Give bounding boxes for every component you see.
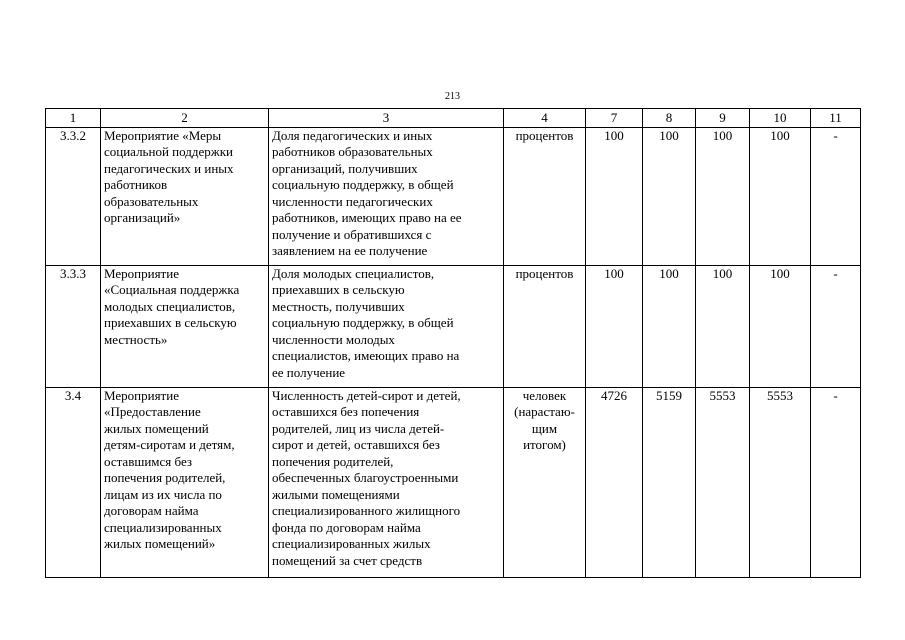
value-col-8: 100 <box>643 265 696 387</box>
unit: человек (нарастаю- щим итогом) <box>504 387 586 577</box>
value-col-9: 5553 <box>696 387 750 577</box>
column-number-row <box>46 109 861 128</box>
row-number: 3.4 <box>46 387 101 577</box>
indicator-description: Доля педагогических и иных работников образовательных организаций, получивших социальную поддержку, в общей численности педагогических работников, имеющих право на ее получение и обратившихся с заявлением на ее получение <box>269 127 504 265</box>
column-number: 1 <box>46 109 101 128</box>
value-col-10: 100 <box>750 127 811 265</box>
measure-name: Мероприятие «Социальная поддержка молодых специалистов, приехавших в сельскую местность» <box>101 265 269 387</box>
unit: процентов <box>504 265 586 387</box>
row-number: 3.3.2 <box>46 127 101 265</box>
column-number: 2 <box>101 109 269 128</box>
value-col-9: 100 <box>696 127 750 265</box>
column-number: 11 <box>811 109 861 128</box>
value-col-10: 5553 <box>750 387 811 577</box>
value-col-10: 100 <box>750 265 811 387</box>
row-number: 3.3.3 <box>46 265 101 387</box>
value-col-8: 5159 <box>643 387 696 577</box>
indicator-description: Численность детей-сирот и детей, оставшихся без попечения родителей, лиц из числа детей- сирот и детей, оставшихся без попечения родителей, обеспеченных благоустроенными жилыми помещениями специализированного жилищного фонда по договорам найма специализированных жилых помещений за счет средств <box>269 387 504 577</box>
page-number: 213 <box>445 91 460 102</box>
table-row <box>46 265 861 387</box>
indicator-description: Доля молодых специалистов, приехавших в сельскую местность, получивших социальную поддержку, в общей численности молодых специалистов, имеющих право на ее получение <box>269 265 504 387</box>
value-col-8: 100 <box>643 127 696 265</box>
table-row <box>46 387 861 577</box>
value-col-11: - <box>811 265 861 387</box>
column-number: 10 <box>750 109 811 128</box>
measure-name: Мероприятие «Предоставление жилых помещений детям-сиротам и детям, оставшимся без попечения родителей, лицам из их числа по договорам найма специализированных жилых помещений» <box>101 387 269 577</box>
value-col-11: - <box>811 127 861 265</box>
table-row <box>46 127 861 265</box>
column-number: 8 <box>643 109 696 128</box>
column-number: 4 <box>504 109 586 128</box>
unit: процентов <box>504 127 586 265</box>
value-col-9: 100 <box>696 265 750 387</box>
column-number: 7 <box>586 109 643 128</box>
value-col-7: 4726 <box>586 387 643 577</box>
column-number: 3 <box>269 109 504 128</box>
value-col-11: - <box>811 387 861 577</box>
value-col-7: 100 <box>586 265 643 387</box>
indicators-table <box>45 108 861 578</box>
measure-name: Мероприятие «Меры социальной поддержки педагогических и иных работников образовательных организаций» <box>101 127 269 265</box>
column-number: 9 <box>696 109 750 128</box>
value-col-7: 100 <box>586 127 643 265</box>
